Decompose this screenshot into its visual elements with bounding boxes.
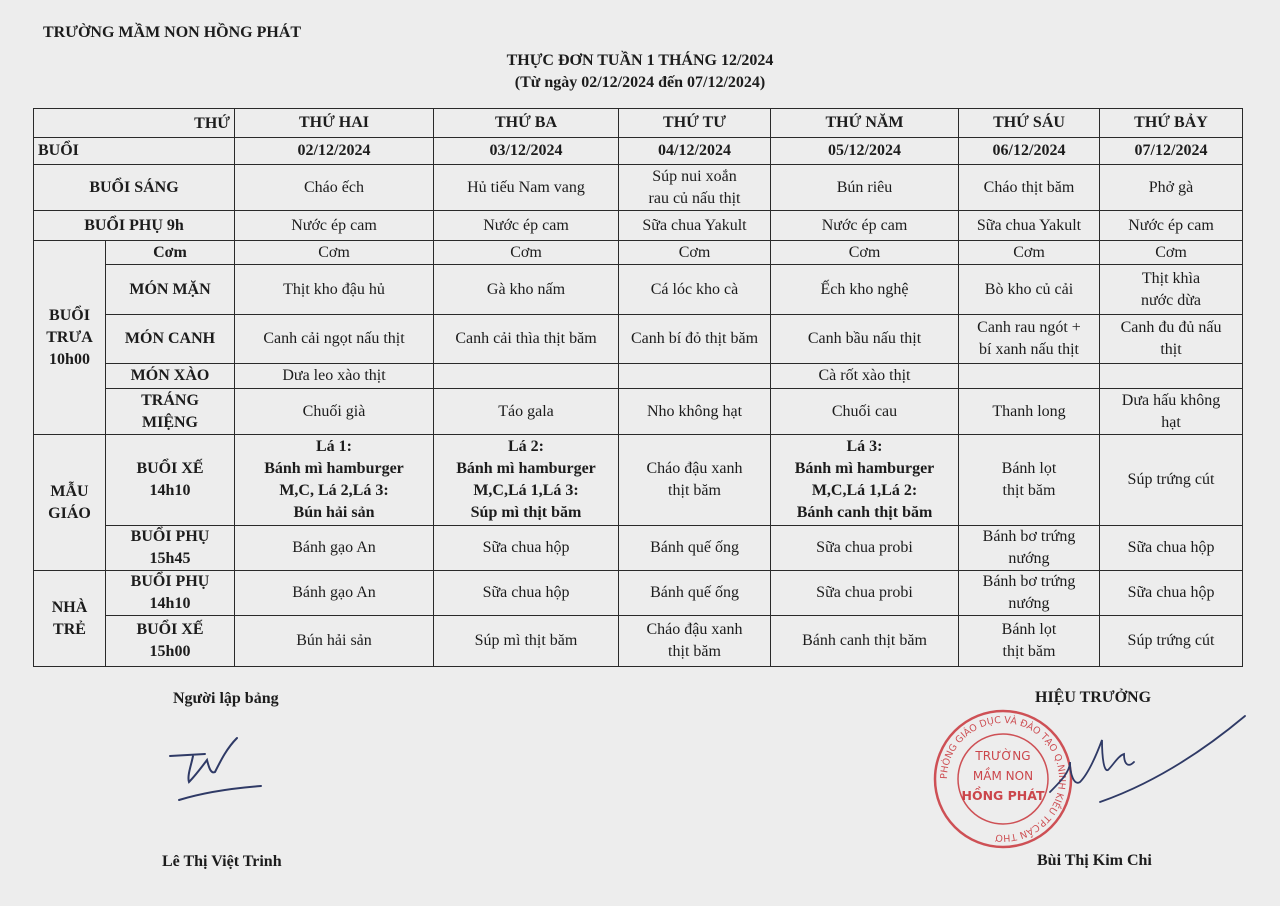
group-label-trua: BUỔI TRƯA 10h00 [34,241,106,435]
dish-cell: Cơm [959,241,1100,265]
weekly-menu-table [33,108,1243,667]
dish-cell: Sữa chua probi [771,526,959,571]
meal-row [34,389,1243,435]
dish-cell: Lá 1: Bánh mì hamburger M,C, Lá 2,Lá 3: Bún hải sản [235,435,434,526]
dish-cell: Thịt kho đậu hủ [235,265,434,315]
meal-row [34,364,1243,389]
day-header: THỨ TƯ [619,109,771,138]
dish-cell: Canh rau ngót + bí xanh nấu thịt [959,315,1100,364]
dish-cell: Phở gà [1100,165,1243,211]
day-header: THỨ HAI [235,109,434,138]
dish-cell: Sữa chua hộp [1100,571,1243,616]
meal-row [34,571,1243,616]
day-header: THỨ BẢY [1100,109,1243,138]
dish-cell: Nước ép cam [235,211,434,241]
dish-cell: Sữa chua Yakult [959,211,1100,241]
day-header: THỨ SÁU [959,109,1100,138]
dish-cell: Cháo đậu xanh thịt băm [619,435,771,526]
stamp-line: TRƯỜNG [975,749,1031,763]
dish-cell: Cơm [434,241,619,265]
row-label: BUỔI XẾ 15h00 [106,616,235,667]
dish-cell: Cà rốt xào thịt [771,364,959,389]
day-header-row [34,109,1243,138]
dish-cell: Cháo thịt băm [959,165,1100,211]
dish-cell: Bánh bơ trứng nướng [959,571,1100,616]
preparer-signature [165,730,275,810]
dish-cell: Canh cải ngọt nấu thịt [235,315,434,364]
dish-cell: Dưa hấu không hạt [1100,389,1243,435]
dish-cell [959,364,1100,389]
group-label-nha-tre: NHÀ TRẺ [34,571,106,667]
preparer-title: Người lập bảng [173,690,279,707]
row-label: TRÁNG MIỆNG [106,389,235,435]
dish-cell: Cơm [235,241,434,265]
principal-name: Bùi Thị Kim Chi [1037,852,1152,869]
dish-cell: Cơm [619,241,771,265]
date-row [34,138,1243,165]
dish-cell: Bánh gạo An [235,571,434,616]
row-label: MÓN CANH [106,315,235,364]
dish-cell: Sữa chua Yakult [619,211,771,241]
dish-cell: Bánh gạo An [235,526,434,571]
stamp-ring-text: PHÒNG GIÁO DỤC VÀ ĐÀO TẠO Q.NINH KIỀU TP.CẦN THƠ [938,714,1068,844]
meal-row [34,211,1243,241]
dish-cell: Cơm [1100,241,1243,265]
menu-title: THỰC ĐƠN TUẦN 1 THÁNG 12/2024 [506,52,774,69]
dish-cell [434,364,619,389]
dish-cell: Lá 3: Bánh mì hamburger M,C,Lá 1,Lá 2: Bánh canh thịt băm [771,435,959,526]
dish-cell: Bánh quế ống [619,526,771,571]
dish-cell: Bò kho củ cải [959,265,1100,315]
principal-signature [1040,712,1250,812]
meal-row [34,616,1243,667]
dish-cell: Chuối già [235,389,434,435]
row-label: BUỔI SÁNG [34,165,235,211]
dish-cell: Bánh quế ống [619,571,771,616]
row-label: BUỔI PHỤ 9h [34,211,235,241]
meal-row [34,315,1243,364]
dish-cell: Canh bí đỏ thịt băm [619,315,771,364]
date-cell: 07/12/2024 [1100,138,1243,165]
row-label: MÓN XÀO [106,364,235,389]
dish-cell: Ếch kho nghệ [771,265,959,315]
day-header: THỨ BA [434,109,619,138]
dish-cell: Bánh canh thịt băm [771,616,959,667]
dish-cell: Gà kho nấm [434,265,619,315]
meal-row [34,241,1243,265]
date-cell: 03/12/2024 [434,138,619,165]
dish-cell: Nho không hạt [619,389,771,435]
dish-cell: Lá 2: Bánh mì hamburger M,C,Lá 1,Lá 3: Súp mì thịt băm [434,435,619,526]
dish-cell: Bánh lọt thịt băm [959,616,1100,667]
dish-cell: Cơm [771,241,959,265]
row-label: BUỔI XẾ 14h10 [106,435,235,526]
dish-cell [619,364,771,389]
row-label: BUỔI PHỤ 15h45 [106,526,235,571]
meal-row [34,165,1243,211]
date-cell: 02/12/2024 [235,138,434,165]
dish-cell: Sữa chua hộp [434,571,619,616]
dish-cell: Nước ép cam [771,211,959,241]
dish-cell: Nước ép cam [1100,211,1243,241]
dish-cell: Cá lóc kho cà [619,265,771,315]
corner-thu-label: THỨ [194,115,230,132]
dish-cell [1100,364,1243,389]
dish-cell: Canh bầu nấu thịt [771,315,959,364]
dish-cell: Táo gala [434,389,619,435]
row-label: MÓN MẶN [106,265,235,315]
stamp-line: MẦM NON [972,769,1034,783]
dish-cell: Cháo ếch [235,165,434,211]
date-cell: 06/12/2024 [959,138,1100,165]
stamp-line: HỒNG PHÁT [961,788,1045,803]
school-name: TRƯỜNG MẦM NON HỒNG PHÁT [43,24,302,41]
principal-title: HIỆU TRƯỞNG [1035,689,1152,706]
dish-cell: Sữa chua hộp [1100,526,1243,571]
dish-cell: Súp mì thịt băm [434,616,619,667]
row-label: BUỔI PHỤ 14h10 [106,571,235,616]
dish-cell: Súp trứng cút [1100,435,1243,526]
dish-cell: Nước ép cam [434,211,619,241]
corner-buoi-label: BUỔI [34,138,235,165]
dish-cell: Canh đu đủ nấu thịt [1100,315,1243,364]
dish-cell: Bánh bơ trứng nướng [959,526,1100,571]
dish-cell: Cháo đậu xanh thịt băm [619,616,771,667]
date-cell: 05/12/2024 [771,138,959,165]
date-cell: 04/12/2024 [619,138,771,165]
meal-row [34,265,1243,315]
row-label: Cơm [106,241,235,265]
menu-title-block [0,50,1280,94]
corner-cell [34,109,235,138]
dish-cell: Bún riêu [771,165,959,211]
meal-row [34,435,1243,526]
dish-cell: Dưa leo xào thịt [235,364,434,389]
dish-cell: Sữa chua hộp [434,526,619,571]
dish-cell: Hủ tiếu Nam vang [434,165,619,211]
meal-row [34,526,1243,571]
dish-cell: Chuối cau [771,389,959,435]
dish-cell: Thanh long [959,389,1100,435]
dish-cell: Thịt khìa nước dừa [1100,265,1243,315]
menu-date-range: (Từ ngày 02/12/2024 đến 07/12/2024) [514,74,766,91]
dish-cell: Bánh lọt thịt băm [959,435,1100,526]
dish-cell: Canh cải thìa thịt băm [434,315,619,364]
day-header: THỨ NĂM [771,109,959,138]
group-label-mau-giao: MẪU GIÁO [34,435,106,571]
dish-cell: Súp nui xoắn rau củ nấu thịt [619,165,771,211]
dish-cell: Súp trứng cút [1100,616,1243,667]
dish-cell: Bún hải sản [235,616,434,667]
preparer-name: Lê Thị Việt Trinh [162,853,282,870]
dish-cell: Sữa chua probi [771,571,959,616]
